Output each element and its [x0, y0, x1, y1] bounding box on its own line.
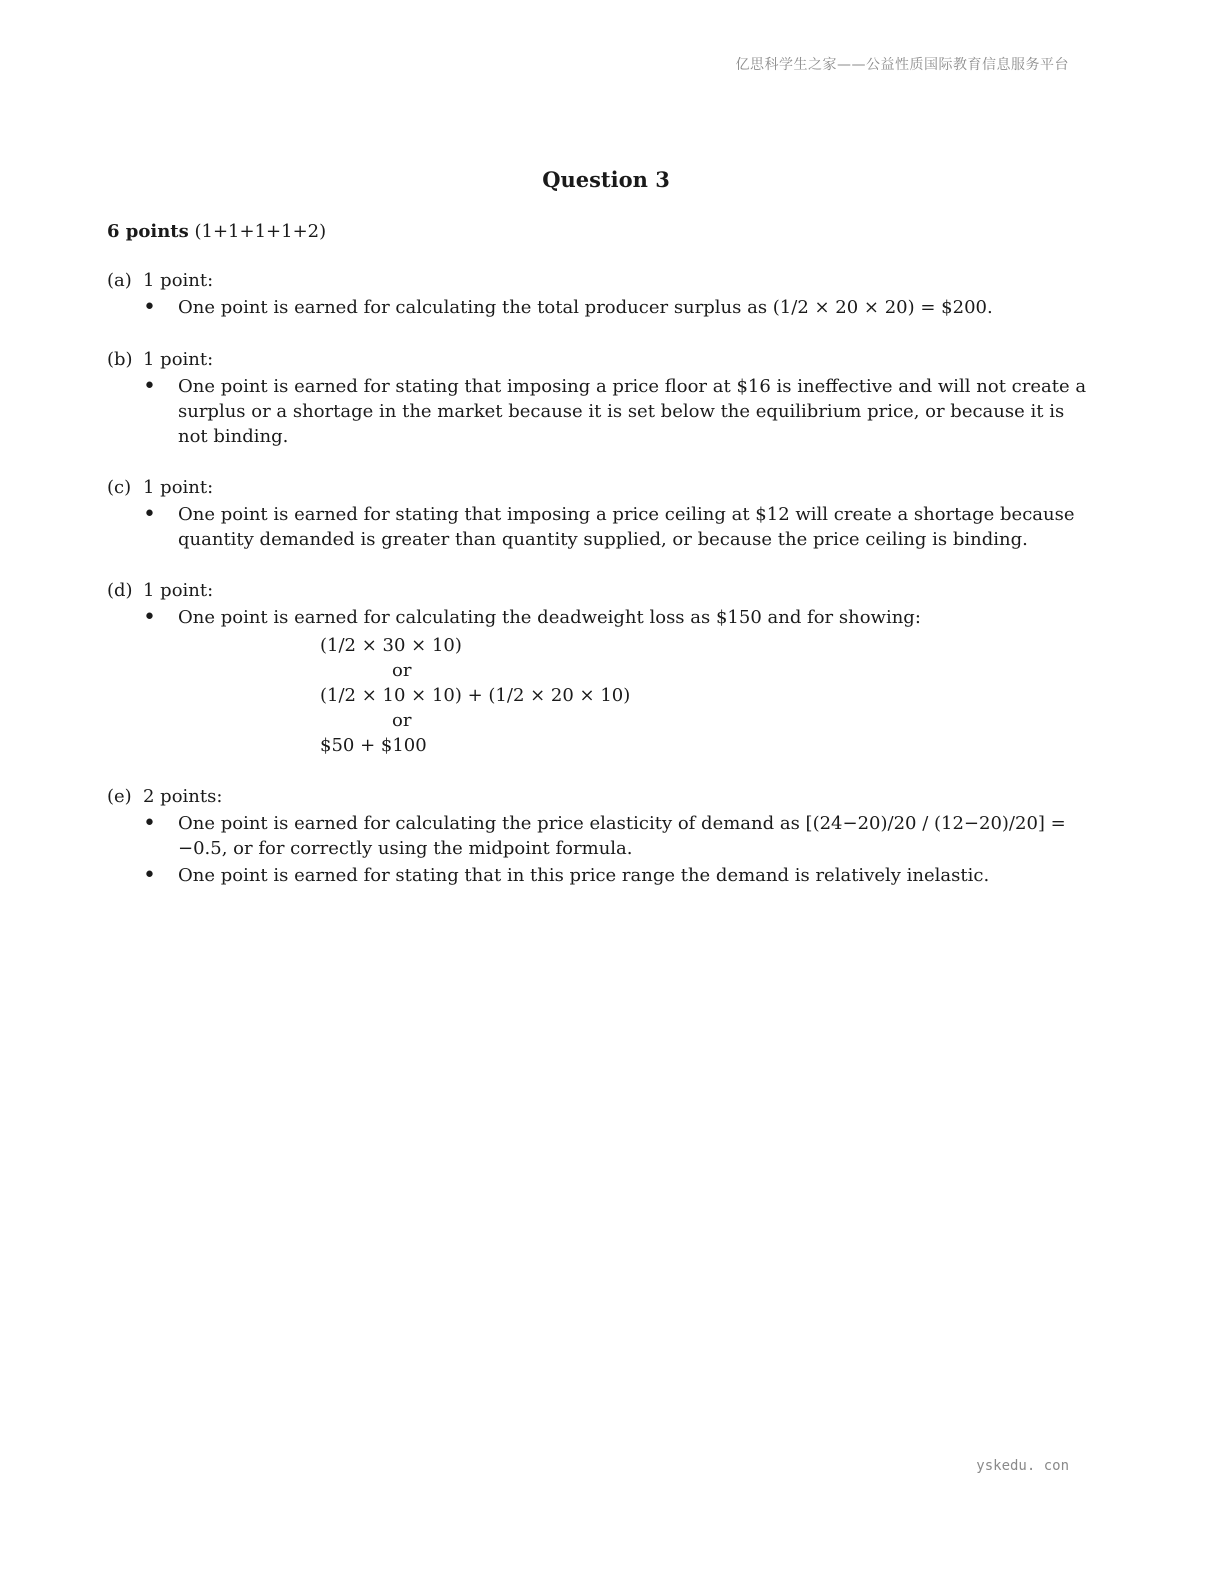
part-points: 2 points:: [143, 786, 223, 807]
part-e: [107, 784, 1097, 889]
part-points: 1 point:: [143, 477, 214, 498]
list-item: [107, 502, 1097, 552]
part-points: 1 point:: [143, 580, 214, 601]
part-letter: (e): [107, 786, 132, 807]
part-c: [107, 475, 1097, 552]
calculation-line: (1/2 × 10 × 10) + (1/2 × 20 × 10): [320, 685, 631, 706]
part-d: [107, 578, 1097, 758]
bullet-text: One point is earned for stating that imposing a price floor at $16 is ineffective and will not create a surplus or a shortage in the market because it is set below the equilibrium price, or because it is not binding.: [178, 376, 1087, 447]
bullet-icon: [107, 863, 178, 889]
list-item: [107, 605, 1097, 631]
bullet-text: One point is earned for stating that in this price range the demand is relatively inelastic.: [178, 865, 990, 886]
part-letter: (b): [107, 349, 133, 370]
calculation-or: or: [392, 660, 412, 681]
scoring-guide: [107, 219, 1097, 915]
total-points-label: 6 points: [107, 221, 189, 242]
bullet-text: One point is earned for calculating the price elasticity of demand as [(24−20)/20 / (12−20)/20] = −0.5, or for correctly using the midpoint formula.: [178, 813, 1066, 859]
list-item: [107, 811, 1097, 861]
calculation-or: or: [392, 710, 412, 731]
bullet-icon: [107, 295, 178, 321]
header-watermark: 亿思科学生之家——公益性质国际教育信息服务平台: [735, 57, 1069, 73]
calculation-line: $50 + $100: [320, 735, 427, 756]
bullet-icon: [107, 502, 178, 552]
part-points: 1 point:: [143, 349, 214, 370]
total-points: [107, 219, 1097, 244]
bullet-icon: [107, 811, 178, 861]
footer-watermark: yskedu. con: [976, 1458, 1069, 1474]
part-letter: (d): [107, 580, 133, 601]
bullet-text: One point is earned for calculating the deadweight loss as $150 and for showing:: [178, 607, 921, 628]
part-b: [107, 347, 1097, 449]
bullet-icon: [107, 374, 178, 449]
part-letter: (c): [107, 477, 132, 498]
part-letter: (a): [107, 270, 132, 291]
bullet-text: One point is earned for stating that imposing a price ceiling at $12 will create a shortage because quantity demanded is greater than quantity supplied, or because the price ceiling is binding.: [178, 504, 1075, 550]
bullet-icon: [107, 605, 178, 631]
points-breakdown: (1+1+1+1+2): [194, 221, 327, 242]
bullet-text: One point is earned for calculating the total producer surplus as (1/2 × 20 × 20) = $200.: [178, 297, 993, 318]
calculation-line: (1/2 × 30 × 10): [320, 635, 462, 656]
list-item: [107, 295, 1097, 321]
calculation-block: [320, 633, 1097, 758]
part-points: 1 point:: [143, 270, 214, 291]
part-a: [107, 268, 1097, 321]
page-title: Question 3: [542, 167, 670, 192]
list-item: [107, 863, 1097, 889]
list-item: [107, 374, 1097, 449]
